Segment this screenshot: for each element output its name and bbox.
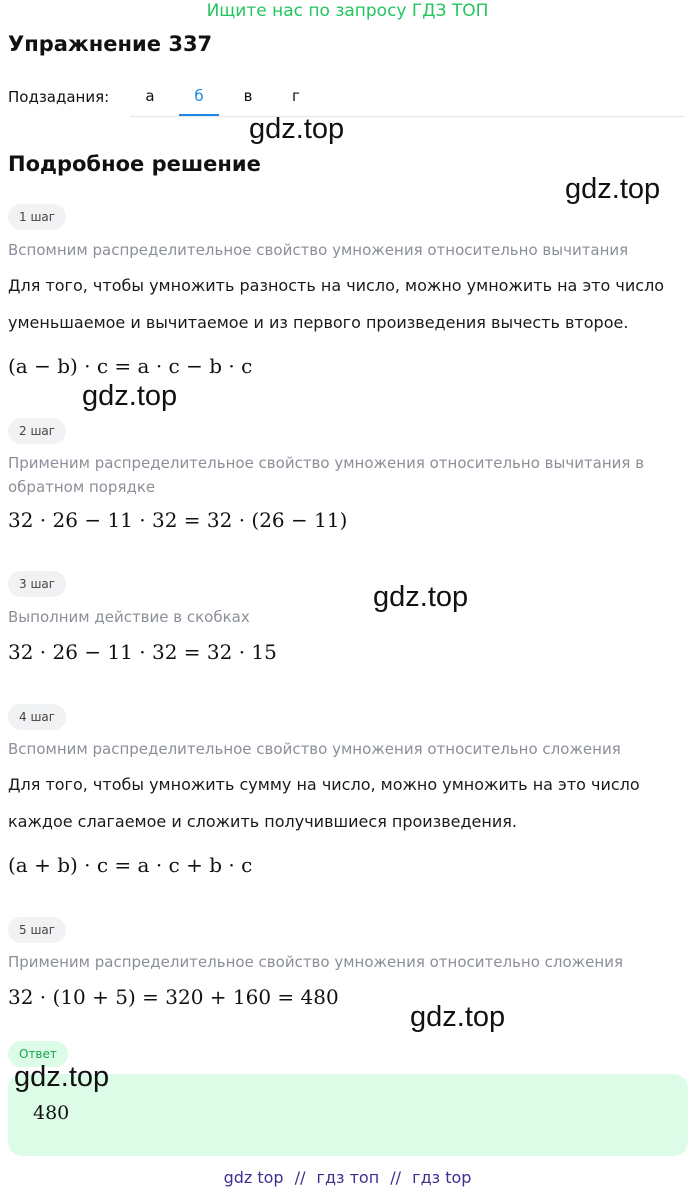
step-hint: Применим распределительное свойство умножения относительно вычитания в обратном порядке: [8, 454, 645, 496]
watermark: gdz.top: [14, 1061, 110, 1093]
answer-box: [8, 1074, 688, 1156]
step-hint: Применим распределительное свойство умножения относительно сложения: [8, 953, 623, 971]
step-formula: 32 · (10 + 5) = 320 + 160 = 480: [8, 985, 339, 1009]
tab-g[interactable]: г: [292, 87, 300, 105]
subtasks-label: Подзадания:: [8, 88, 110, 106]
solution-title: Подробное решение: [8, 152, 261, 176]
step-text: Для того, чтобы умножить сумму на число, можно умножить на это число: [8, 775, 640, 794]
step-formula: 32 · 26 − 11 · 32 = 32 · 15: [8, 640, 277, 664]
step-text: уменьшаемое и вычитаемое и из первого произведения вычесть второе.: [8, 313, 629, 332]
watermark: gdz.top: [249, 113, 345, 145]
footer-link[interactable]: гдз топ: [316, 1168, 380, 1187]
step-formula: (a − b) · c = a · c − b · c: [8, 354, 253, 378]
footer-link[interactable]: гдз top: [412, 1168, 472, 1187]
watermark: gdz.top: [410, 1001, 506, 1033]
footer-links: [0, 1168, 695, 1187]
footer-link[interactable]: gdz top: [223, 1168, 284, 1187]
answer-value: 480: [33, 1102, 70, 1124]
answer-badge: Ответ: [8, 1041, 68, 1067]
step-badge: 4 шаг: [8, 704, 66, 730]
watermark: gdz.top: [373, 581, 469, 613]
tab-a[interactable]: а: [145, 87, 155, 105]
step-badge: 1 шаг: [8, 204, 66, 230]
search-banner-link[interactable]: Ищите нас по запросу ГДЗ ТОП: [206, 1, 489, 21]
step-hint: Вспомним распределительное свойство умножения относительно вычитания: [8, 241, 629, 259]
footer-separator: //: [294, 1168, 306, 1187]
footer-separator: //: [390, 1168, 402, 1187]
watermark: gdz.top: [565, 173, 661, 205]
step-badge: 3 шаг: [8, 571, 66, 597]
step-badge: 2 шаг: [8, 418, 66, 444]
step-hint: Выполним действие в скобках: [8, 608, 250, 626]
watermark: gdz.top: [82, 380, 178, 412]
subtask-tabs: [130, 80, 685, 117]
step-hint: Вспомним распределительное свойство умножения относительно сложения: [8, 740, 621, 758]
page-title: Упражнение 337: [8, 32, 213, 56]
tab-v[interactable]: в: [243, 87, 253, 105]
step-text: Для того, чтобы умножить разность на число, можно умножить на это число: [8, 276, 665, 295]
step-text: каждое слагаемое и сложить получившиеся произведения.: [8, 812, 517, 831]
tab-b[interactable]: б: [179, 80, 219, 116]
step-formula: 32 · 26 − 11 · 32 = 32 · (26 − 11): [8, 508, 348, 532]
step-badge: 5 шаг: [8, 917, 66, 943]
step-formula: (a + b) · c = a · c + b · c: [8, 853, 253, 877]
